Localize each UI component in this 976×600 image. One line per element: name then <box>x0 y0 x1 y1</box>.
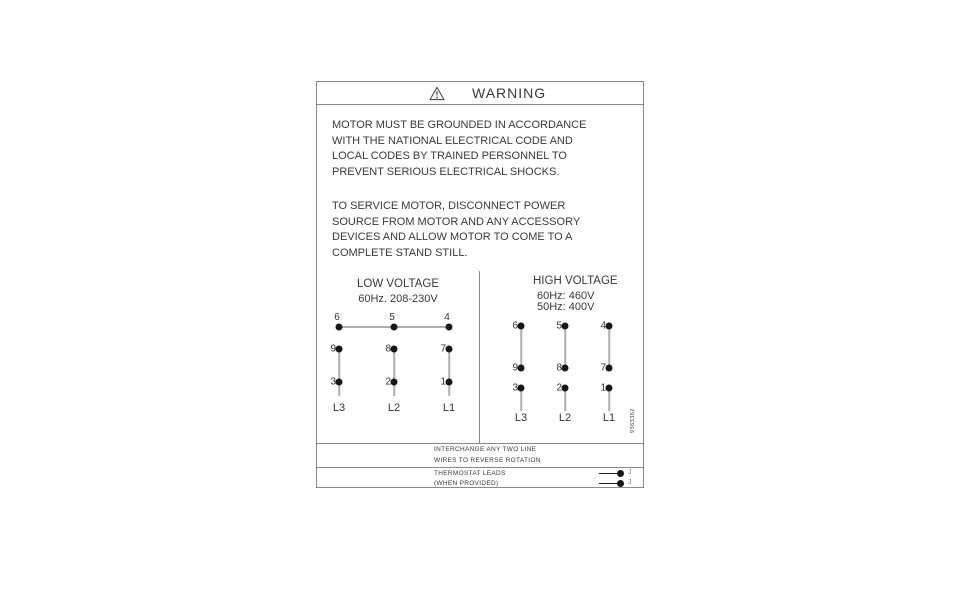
rotation-note-line2: WIRES TO REVERSE ROTATION <box>434 457 541 464</box>
terminal-number-9: 9 <box>330 343 336 355</box>
high-voltage-subtitle-60hz: 60Hz: 460V <box>537 290 595 302</box>
rotation-note-row <box>317 443 643 467</box>
terminal-number-1: 1 <box>600 382 606 394</box>
voltage-diagrams-row <box>317 271 643 443</box>
thermostat-note-row <box>317 467 643 489</box>
terminal-number-6: 6 <box>512 320 518 332</box>
line-label-L2: L2 <box>387 402 401 414</box>
terminal-dot-2 <box>391 379 398 386</box>
winding-line <box>393 349 395 396</box>
terminal-dot-1 <box>606 385 613 392</box>
terminal-dot-7 <box>606 365 613 372</box>
terminal-number-5: 5 <box>389 312 395 323</box>
lead-label: J <box>628 469 632 476</box>
high-voltage-title: HIGH VOLTAGE <box>533 275 618 287</box>
winding-line <box>608 326 610 368</box>
thermostat-lead-symbol-2 <box>599 480 639 488</box>
warning-text-line-2: WITH THE NATIONAL ELECTRICAL CODE AND <box>332 134 573 147</box>
terminal-dot-3 <box>518 385 525 392</box>
winding-line <box>448 349 450 396</box>
terminal-dot-6 <box>518 323 525 330</box>
thermostat-note-line2: (WHEN PROVIDED) <box>434 480 499 487</box>
terminal-dot-7 <box>446 346 453 353</box>
lead-terminal-dot <box>617 470 624 477</box>
terminal-number-1: 1 <box>440 376 446 388</box>
terminal-number-9: 9 <box>512 362 518 374</box>
warning-text-line-1: MOTOR MUST BE GROUNDED IN ACCORDANCE <box>332 119 587 131</box>
terminal-number-3: 3 <box>330 376 336 388</box>
winding-line <box>520 326 522 368</box>
terminal-dot-4 <box>446 324 453 331</box>
terminal-number-5: 5 <box>556 320 562 332</box>
low-voltage-diagram <box>317 271 479 443</box>
warning-text-line-4: COMPLETE STAND STILL. <box>332 246 468 259</box>
lead-terminal-dot <box>617 480 624 487</box>
warning-text-line-3: LOCAL CODES BY TRAINED PERSONNEL TO <box>332 150 567 163</box>
terminal-dot-4 <box>606 323 613 330</box>
terminal-dot-3 <box>336 379 343 386</box>
part-number: 9363362 <box>630 408 636 433</box>
line-label-L3: L3 <box>332 402 346 414</box>
warning-text-line-4: PREVENT SERIOUS ELECTRICAL SHOCKS. <box>332 165 560 178</box>
winding-line <box>564 326 566 368</box>
high-voltage-subtitle-50hz: 50Hz: 400V <box>537 301 595 313</box>
warning-text-line-3: DEVICES AND ALLOW MOTOR TO COME TO A <box>332 231 573 244</box>
warning-paragraph-grounding <box>332 118 632 180</box>
lead-label: J <box>628 479 632 486</box>
terminal-number-8: 8 <box>556 362 562 374</box>
warning-paragraph-service <box>332 199 632 261</box>
terminal-number-2: 2 <box>385 376 391 388</box>
terminal-number-7: 7 <box>600 362 606 374</box>
warning-title: WARNING <box>472 85 547 101</box>
terminal-dot-5 <box>562 323 569 330</box>
terminal-dot-8 <box>562 365 569 372</box>
terminal-dot-9 <box>336 346 343 353</box>
winding-line <box>338 349 340 396</box>
terminal-dot-5 <box>391 324 398 331</box>
terminal-dot-1 <box>446 379 453 386</box>
high-voltage-diagram <box>479 271 645 443</box>
terminal-number-8: 8 <box>385 343 391 355</box>
warning-text-line-1: TO SERVICE MOTOR, DISCONNECT POWER <box>332 200 566 212</box>
line-label-L2: L2 <box>558 412 572 424</box>
terminal-number-4: 4 <box>444 312 450 323</box>
terminal-number-3: 3 <box>512 382 518 394</box>
warning-triangle-icon <box>429 86 445 101</box>
warning-header <box>317 82 643 105</box>
terminal-number-2: 2 <box>556 382 562 394</box>
terminal-dot-6 <box>336 324 343 331</box>
motor-warning-label <box>316 81 644 488</box>
line-label-L1: L1 <box>442 402 456 414</box>
terminal-number-7: 7 <box>440 343 446 355</box>
thermostat-note-line1: THERMOSTAT LEADS <box>434 470 506 477</box>
line-label-L1: L1 <box>602 412 616 424</box>
line-label-L3: L3 <box>514 412 528 424</box>
low-voltage-title: LOW VOLTAGE <box>356 278 440 290</box>
terminal-dot-2 <box>562 385 569 392</box>
warning-text-line-2: SOURCE FROM MOTOR AND ANY ACCESSORY <box>332 215 581 228</box>
terminal-dot-9 <box>518 365 525 372</box>
thermostat-lead-symbol-1 <box>599 470 639 478</box>
terminal-number-4: 4 <box>600 320 606 332</box>
rotation-note-line1: INTERCHANGE ANY TWO LINE <box>434 446 537 453</box>
low-voltage-subtitle: 60Hz. 208-230V <box>358 293 438 305</box>
terminal-number-6: 6 <box>334 312 340 323</box>
terminal-dot-8 <box>391 346 398 353</box>
